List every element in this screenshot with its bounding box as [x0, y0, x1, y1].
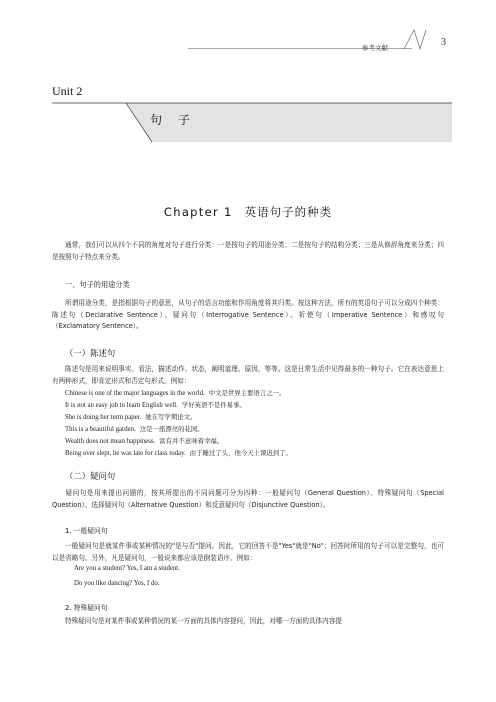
chapter-title: 英语句子的种类 [244, 205, 333, 219]
special-question-paragraph: 特殊疑问句是对某件事或某种情况的某一方面的具体内容提问，因此，对哪一方面的具体内容提 [65, 617, 342, 625]
page-number: 3 [441, 37, 446, 48]
example-sentence: She is doing her term paper. 她在写学期论文。 [65, 413, 197, 421]
unit-banner [0, 0, 496, 150]
example-sentence: Wealth does not mean happiness. 富有并不意味着幸福。 [65, 437, 224, 445]
item-heading-special-question: 2. 特殊疑问句 [65, 604, 108, 612]
subsection-heading-declarative: （一）陈述句 [65, 348, 116, 358]
general-question-paragraph: 一般疑问句是就某件事或某种情况的"是与否"提问。因此，它的回答不是"Yes"就是"No"；回答时所用的句子可以是完整句，也可以是省略句。另外，凡是疑问句，一般说来都应该是倒装语序。例如： [52, 542, 444, 562]
unit-label: Unit 2 [52, 84, 83, 98]
header-label: 参考文献 [362, 44, 388, 52]
chapter-heading [0, 204, 496, 220]
example-sentence: Chinese is one of the major languages in the world. 中文是世界主要语言之一。 [65, 389, 286, 397]
example-sentence: It is not an easy job to learn English well. 学好英语不是件易事。 [65, 401, 246, 409]
section-usage-paragraph: 所谓用途分类，是指根据句子的意思，从句子的语言功能和作用角度将其归类。按这种方法，所有的英语句子可以分成四个种类：陈述句（Declarative Sentence）、疑问句（Interrogative Sentence）、祈使句（Imperative Sentence）和感叹句（Exclamatory Sentence）。 [52, 299, 444, 330]
intro-paragraph: 通常，我们可以从四个不同的角度对句子进行分类：一是按句子的用途分类；二是按句子的结构分类；三是从修辞角度来分类；四是按照句子特点来分类。 [52, 241, 444, 261]
interrogative-paragraph: 疑问句是用来提出问题的，按其所提出的不同问题可分为四种：一般疑问句（General Question）、特殊疑问句（Special Question）、选择疑问句（Alternative Question）和反意疑问句（Disjunctive Question）。 [52, 489, 444, 509]
section-heading-usage: 一、句子的用途分类 [65, 280, 130, 289]
example-sentence: Being over slept, he was late for class today. 由于睡过了头，他今天上课迟到了。 [65, 449, 292, 457]
chapter-label: Chapter 1 [163, 205, 233, 219]
example-sentence: Are you a student? Yes, I am a student. [74, 565, 180, 572]
unit-title: 句子 [150, 113, 207, 127]
subsection-heading-interrogative: （二）疑问句 [65, 471, 116, 481]
example-sentence: This is a beautiful garden. 这是一座漂亮的花园。 [65, 425, 204, 433]
item-heading-general-question: 1. 一般疑问句 [65, 527, 108, 535]
example-sentence: Do you like dancing? Yes, I do. [74, 580, 160, 587]
declarative-paragraph: 陈述句是用来说明事实、看法，描述动作、状态，阐明道理、原因，等等。这是日常生活中见得最多的一种句子。它在表达意思上有两种形式，即肯定形式和否定句形式。例如： [52, 365, 444, 385]
